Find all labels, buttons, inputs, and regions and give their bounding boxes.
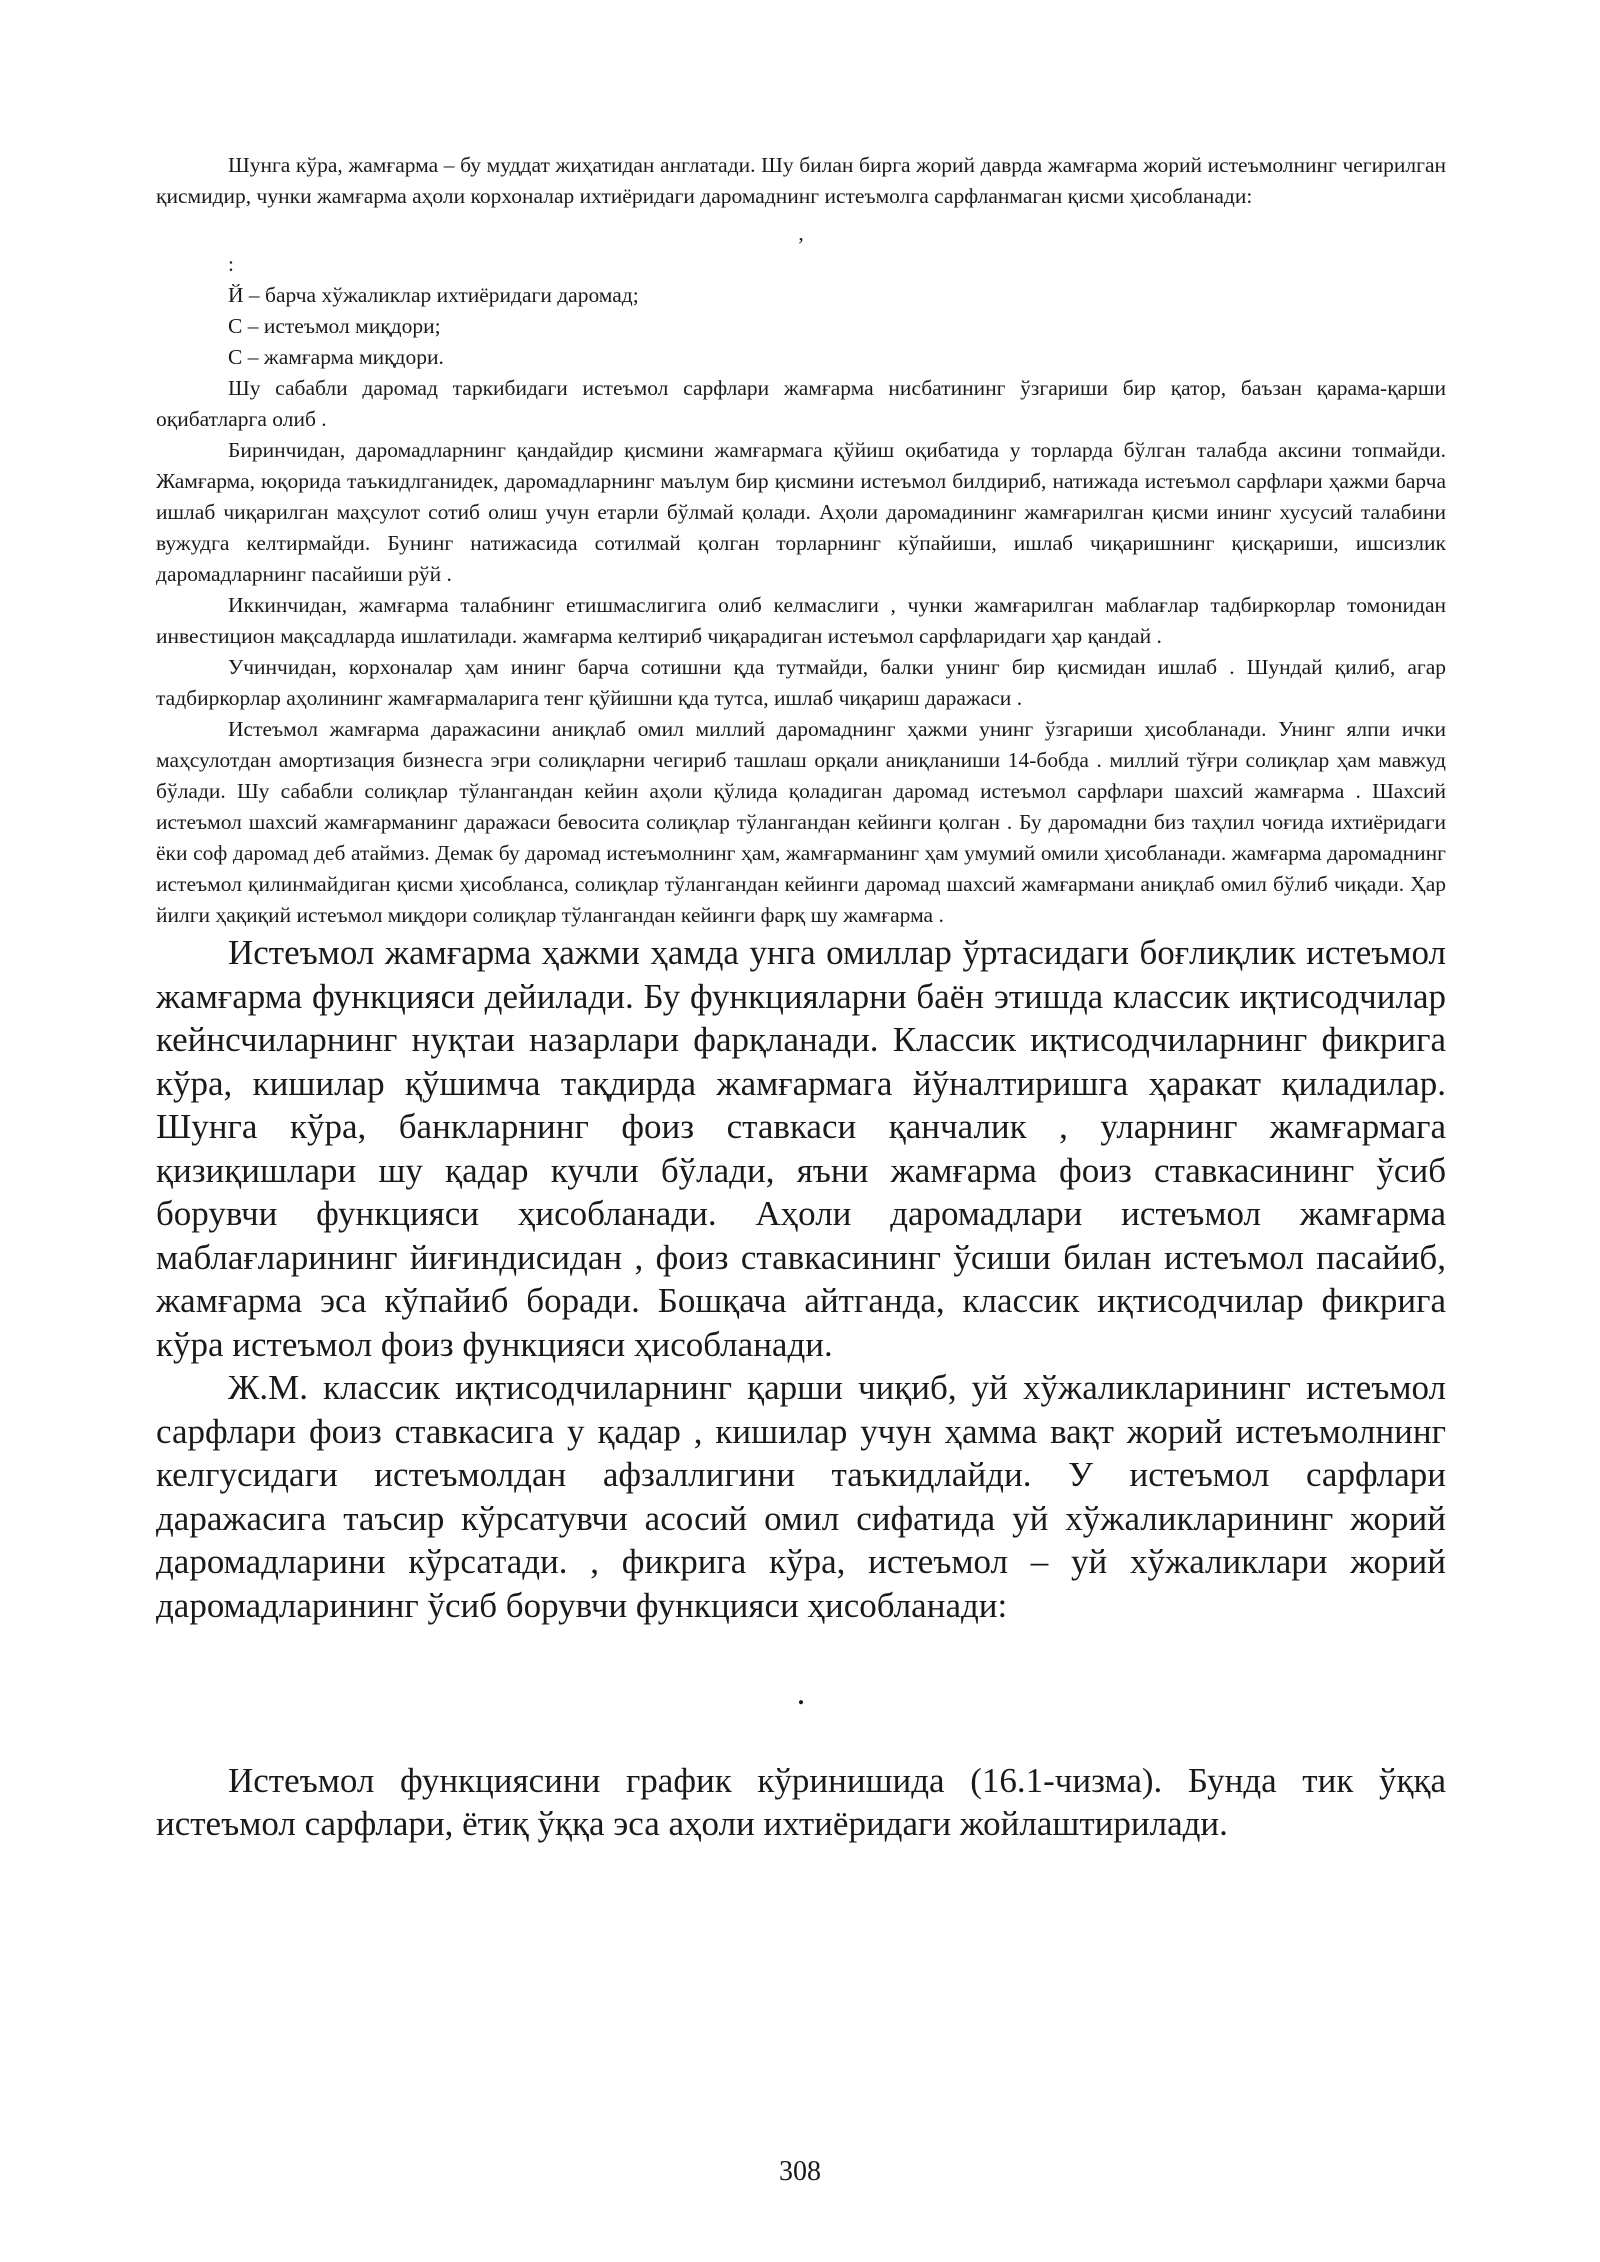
large-text-block xyxy=(156,931,1446,1627)
legend-item-consumption: С – истеъмол миқдори; xyxy=(228,314,441,338)
page-number: 308 xyxy=(779,2156,821,2187)
paragraph-consumption-function: Истеъмол жамғарма ҳажми ҳамда унга омиллар ўртасидаги боғлиқлик истеъмол жамғарма функцияси дейилади. Бу функцияларни баён этишда классик иқтисодчилар кейнсчиларнинг нуқтаи назарлари фарқланади. Классик иқтисодчиларнинг фикрига кўра, кишилар қўшимча тақдирда жамғармага йўналтиришга ҳаракат қиладилар. Шунга кўра, банкларнинг фоиз ставкаси қанчалик , уларнинг жамғармага қизиқишлари шу қадар кучли бўлади, яъни жамғарма фоиз ставкасининг ўсиб борувчи функцияси ҳисобланади. Аҳоли даромадлари истеъмол жамғарма маблағларининг йиғиндисидан , фоиз ставкасининг ўсиши билан истеъмол пасайиб, жамғарма эса кўпайиб боради. Бошқача айтганда, классик иқтисодчилар фикрига кўра истеъмол фоиз функцияси ҳисобланади. xyxy=(156,933,1446,1364)
paragraph-second: Иккинчидан, жамғарма талабнинг етишмаслигига олиб келмаслиги , чунки жамғарилган маблағлар тадбиркорлар томонидан инвестицион мақсадларда ишлатилади. жамғарма келтириб чиқарадиган истеъмол сарфлаpидаги ҳар қандай . xyxy=(156,593,1446,648)
paragraph-national-income: Истеъмол жамғарма даражасини аниқлаб омил миллий даромаднинг ҳажми унинг ўзгариши ҳисобланади. Унинг ялпи ички маҳсулотдан амортизация бизнесга эгри солиқларни чегириб ташлаш орқали аниқланиши 14-бобда . миллий тўғри солиқлар ҳам мавжуд бўлади. Шу сабабли солиқлар тўлангандан кейин аҳоли қўлида қоладиган даромад истеъмол сарфлари шахсий жамғарма . Шахсий истеъмол шахсий жамғарманинг даражаси бевосита солиқлар тўлангандан кейинги қолган . Бу даромадни биз таҳлил чоғида ихтиёридаги ёки соф даромад деб атаймиз. Демак бу даромад истеъмолнинг ҳам, жамғарманинг ҳам умумий омили ҳисобланади. жамғарма даромаднинг истеъмол қилинмайдиган қисми ҳисобланса, солиқлар тўлангандан кейинги даромад шахсий жамғармани аниқлаб омил бўлиб чиқади. Ҳар йилги ҳақиқий истеъмол миқдори солиқлар тўлангандан кейинги фарқ шу жамғарма . xyxy=(156,717,1446,927)
small-text-block-top xyxy=(156,150,1446,212)
formula-colon: : xyxy=(228,252,234,276)
formula-comma: , xyxy=(798,221,804,245)
page-body xyxy=(156,150,1446,1846)
paragraph-first: Биринчидан, даромадларнинг қандайдир қисмини жамғармага қўйиш оқибатида у торларда бўлган талабда аксини топмайди. Жамғарма, юқорида таъкидлганидек, даромадларнинг маълум бир қисмини истеъмол билдириб, натижада истеъмол сарфлари ҳажми барча ишлаб чиқарилган маҳсулот сотиб олиш учун етарли бўлмай қолади. Аҳоли даромадининг жамғарилган қисми ининг хусусий талабини вужудга келтирмайди. Бунинг натижасида сотилмай қолган торларнинг кўпайиши, ишлаб чиқаришнинг қисқариши, ишсизлик даромадларнинг пасайиши рўй . xyxy=(156,438,1446,586)
small-text-block xyxy=(156,373,1446,931)
formula-dot: . xyxy=(796,1673,806,1712)
legend-item-income: Й – барча хўжаликлар ихтиёридаги даромад; xyxy=(228,283,639,307)
legend-item-savings: С – жамғарма миқдори. xyxy=(228,345,444,369)
paragraph-graph: Истеъмол функциясини график кўринишида (16.1-чизма). Бунда тик ўққа истеъмол сарфлари, ётиқ ўққа эса аҳоли ихтиёридаги жойлаштирилади. xyxy=(156,1760,1446,1843)
paragraph-third: Учинчидан, корхоналар ҳам ининг барча сотишни қда тутмайди, балки унинг бир қисмидан ишлаб . Шундай қилиб, агар тадбиркорлар аҳолининг жамғармаларига тенг қўйишни қда тутса, ишлаб чиқариш даражаси . xyxy=(156,655,1446,710)
paragraph-intro: Шунга кўра, жамғарма – бу муддат жиҳатидан англатади. Шу билан бирга жорий даврда жамғарма жорий истеъмолнинг чегирилган қисмидир, чунки жамғарма аҳоли корхоналар ихтиёридаги даромаднинг истеъмолга сарфланмаган қисми ҳисобланади: xyxy=(156,153,1446,208)
paragraph-keynes: Ж.М. классик иқтисодчиларнинг қарши чиқиб, уй хўжаликларининг истеъмол сарфлари фоиз ставкасига у қадар , кишилар учун ҳамма вақт жорий истеъмолнинг келгусидаги истеъмолдан афзаллигини таъкидлайди. У истеъмол сарфлари даражасига таъсир кўрсатувчи асосий омил сифатида уй хўжаликларининг жорий даромадларини кўрсатади. , фикрига кўра, истеъмол – уй хўжаликлари жорий даромадларининг ўсиб борувчи функцияси ҳисобланади: xyxy=(156,1368,1446,1625)
closing-block xyxy=(156,1759,1446,1846)
legend-block xyxy=(156,249,1446,373)
paragraph-consequences: Шу сабабли даромад таркибидаги истеъмол сарфлари жамғарма нисбатининг ўзгариши бир қатор, баъзан қарама-қарши оқибатларга олиб . xyxy=(156,376,1446,431)
